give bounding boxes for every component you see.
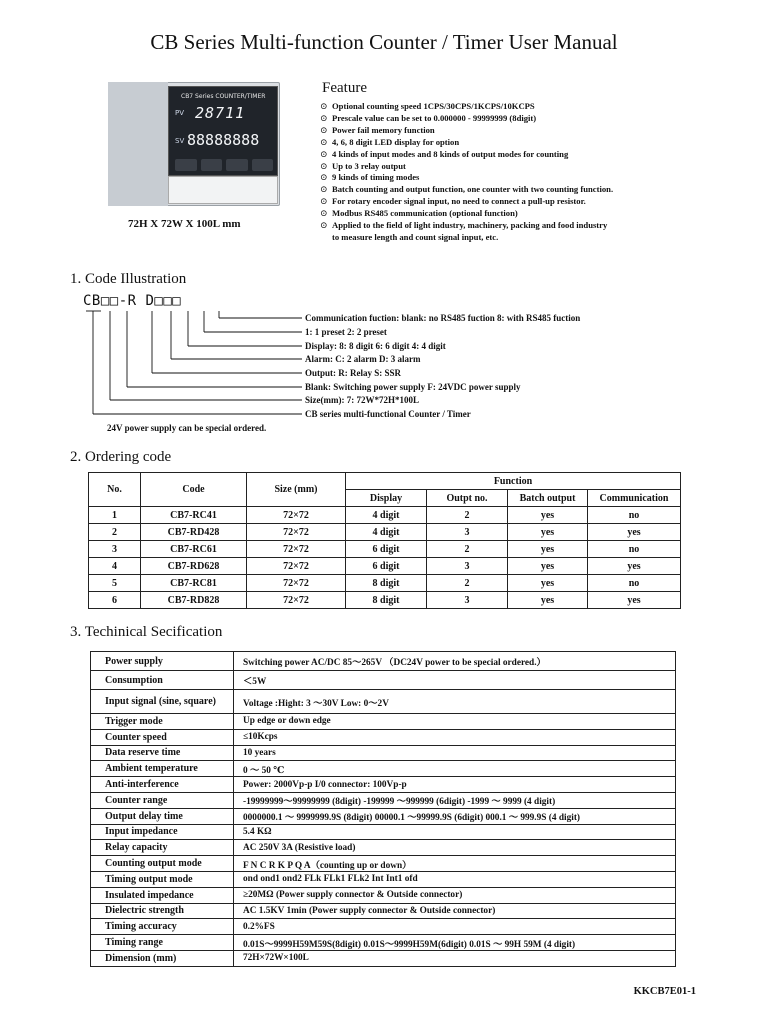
bullet-icon: ⊙: [320, 112, 328, 123]
device-sv-label: SV: [175, 137, 185, 145]
cell-communication: yes: [588, 524, 681, 541]
cell-batch: yes: [508, 575, 588, 592]
spec-value: 72H×72W×100L: [234, 950, 676, 966]
code-item-display: Display: 8: 8 digit 6: 6 digit 4: 4 digit: [305, 341, 446, 351]
feature-item: ⊙ Power fail memory function: [320, 124, 435, 135]
cell-communication: no: [588, 507, 681, 524]
cell-display: 8 digit: [346, 575, 427, 592]
spec-title: 3. Techinical Secification: [70, 624, 223, 640]
page-title: CB Series Multi-function Counter / Timer User Manual: [150, 30, 618, 54]
spec-value: Switching power AC/DC 85～265V （DC24V power to be special ordered.）: [234, 652, 676, 671]
spec-key: Insulated impedance: [91, 887, 234, 903]
cell-batch: yes: [508, 541, 588, 558]
code-item-power: Blank: Switching power supply F: 24VDC power supply: [305, 382, 521, 392]
col-header-display: Display: [346, 490, 427, 507]
spec-value: Power: 2000Vp-p I/0 connector: 100Vp-p: [234, 777, 676, 793]
code-note: 24V power supply can be special ordered.: [107, 423, 267, 433]
feature-title: Feature: [322, 80, 367, 96]
feature-item: ⊙ 9 kinds of timing modes: [320, 172, 420, 183]
cell-output: 3: [427, 524, 508, 541]
table-row: [89, 575, 681, 592]
cell-communication: no: [588, 575, 681, 592]
spec-value: Voltage :Hight: 3 ～30V Low: 0～2V: [234, 690, 676, 714]
spec-value: 0 ～ 50 ℃: [234, 761, 676, 777]
col-header-no: No.: [89, 473, 141, 507]
cell-size: 72×72: [247, 507, 346, 524]
cell-display: 4 digit: [346, 524, 427, 541]
spec-value: -19999999～99999999 (8digit) -199999 ～999999 (6digit) -1999 ～ 9999 (4 digit): [234, 792, 676, 808]
cell-batch: yes: [508, 592, 588, 609]
col-header-batch: Batch output: [508, 490, 588, 507]
feature-item: ⊙ Up to 3 relay output: [320, 160, 406, 171]
code-item-communication: Communication fuction: blank: no RS485 fuction 8: with RS485 fuction: [305, 313, 581, 323]
spec-key: Input signal (sine, square): [91, 690, 234, 714]
cell-no: 4: [89, 558, 141, 575]
bullet-icon: ⊙: [320, 196, 328, 207]
cell-size: 72×72: [247, 575, 346, 592]
table-row: [89, 541, 681, 558]
table-row: [89, 558, 681, 575]
bullet-icon: ⊙: [320, 124, 328, 135]
bullet-icon: ⊙: [320, 184, 328, 195]
bullet-icon: ⊙: [320, 220, 328, 231]
spec-value: 5.4 KΩ: [234, 824, 676, 840]
cell-batch: yes: [508, 524, 588, 541]
spec-key: Ambient temperature: [91, 761, 234, 777]
ordering-table: [88, 472, 681, 609]
spec-key: Anti-interference: [91, 777, 234, 793]
cell-no: 1: [89, 507, 141, 524]
code-item-series: CB series multi-functional Counter / Timer: [305, 409, 471, 419]
bullet-icon: ⊙: [320, 160, 328, 171]
cell-size: 72×72: [247, 558, 346, 575]
table-row: [91, 690, 676, 714]
table-row: [91, 777, 676, 793]
code-model-string: CB□□-R D□□□: [83, 293, 182, 309]
table-row: [91, 840, 676, 856]
spec-key: Consumption: [91, 671, 234, 690]
table-row: [91, 919, 676, 935]
spec-value: AC 250V 3A (Resistive load): [234, 840, 676, 856]
cell-communication: no: [588, 541, 681, 558]
spec-value: ond ond1 ond2 FLk FLk1 FLk2 Int Int1 ofd: [234, 871, 676, 887]
cell-output: 3: [427, 558, 508, 575]
spec-key: Relay capacity: [91, 840, 234, 856]
ordering-title: 2. Ordering code: [70, 449, 172, 465]
spec-key: Timing accuracy: [91, 919, 234, 935]
table-row: [91, 871, 676, 887]
table-row: [91, 950, 676, 966]
cell-code: CB7-RC41: [141, 507, 247, 524]
spec-key: Counting output mode: [91, 856, 234, 872]
cell-batch: yes: [508, 558, 588, 575]
table-row: [89, 524, 681, 541]
feature-item: ⊙ 4, 6, 8 digit LED display for option: [320, 136, 460, 147]
cell-size: 72×72: [247, 524, 346, 541]
table-row: [89, 592, 681, 609]
bullet-icon: ⊙: [320, 208, 328, 219]
table-row: [91, 887, 676, 903]
feature-item-continuation: to measure length and count signal input, etc.: [332, 231, 499, 242]
table-row: [91, 714, 676, 730]
spec-key: Trigger mode: [91, 714, 234, 730]
device-dimension-caption: 72H X 72W X 100L mm: [128, 218, 241, 230]
table-row: [91, 935, 676, 951]
spec-key: Timing output mode: [91, 871, 234, 887]
code-item-output: Output: R: Relay S: SSR: [305, 368, 402, 378]
spec-value: AC 1.5KV 1min (Power supply connector & Outside connector): [234, 903, 676, 919]
spec-key: Counter range: [91, 792, 234, 808]
table-row: [91, 903, 676, 919]
spec-key: Timing range: [91, 935, 234, 951]
cell-output: 2: [427, 575, 508, 592]
spec-value: 0000000.1 ～ 9999999.9S (8digit) 00000.1 ～99999.9S (6digit) 000.1 ～ 999.9S (4 digit): [234, 808, 676, 824]
col-header-communication: Communication: [588, 490, 681, 507]
cell-code: CB7-RC61: [141, 541, 247, 558]
spec-key: Dimension (mm): [91, 950, 234, 966]
table-row: [91, 729, 676, 745]
col-header-code: Code: [141, 473, 247, 507]
spec-value: ＜5W: [234, 671, 676, 690]
bullet-icon: ⊙: [320, 172, 328, 183]
table-row: [91, 808, 676, 824]
spec-value: ≥20MΩ (Power supply connector & Outside connector): [234, 887, 676, 903]
feature-item: ⊙ 4 kinds of input modes and 8 kinds of output modes for counting: [320, 148, 569, 159]
device-pv-value: 28711: [195, 104, 246, 122]
feature-item: ⊙ Modbus RS485 communication (optional function): [320, 208, 518, 219]
table-row: [91, 824, 676, 840]
code-illustration-title: 1. Code Illustration: [70, 271, 187, 287]
spec-key: Counter speed: [91, 729, 234, 745]
cell-code: CB7-RD628: [141, 558, 247, 575]
spec-value: 0.01S～9999H59M59S(8digit) 0.01S～9999H59M(6digit) 0.01S ～ 99H 59M (4 digit): [234, 935, 676, 951]
spec-table: [90, 651, 676, 967]
table-row: [91, 856, 676, 872]
spec-value: ≤10Kcps: [234, 729, 676, 745]
cell-output: 3: [427, 592, 508, 609]
table-row: [89, 507, 681, 524]
bullet-icon: ⊙: [320, 136, 328, 147]
cell-display: 6 digit: [346, 541, 427, 558]
code-item-alarm: Alarm: C: 2 alarm D: 3 alarm: [305, 354, 421, 364]
col-header-size: Size (mm): [247, 473, 346, 507]
table-row: [91, 745, 676, 761]
device-pv-label: PV: [175, 109, 185, 117]
table-row: [91, 652, 676, 671]
table-row: [91, 792, 676, 808]
table-row: [91, 671, 676, 690]
spec-key: Output delay time: [91, 808, 234, 824]
code-item-size: Size(mm): 7: 72W*72H*100L: [305, 395, 419, 405]
cell-no: 6: [89, 592, 141, 609]
cell-code: CB7-RD428: [141, 524, 247, 541]
cell-size: 72×72: [247, 541, 346, 558]
cell-communication: yes: [588, 592, 681, 609]
spec-value: F N C R K P Q A（counting up or down）: [234, 856, 676, 872]
cell-display: 4 digit: [346, 507, 427, 524]
spec-key: Dielectric strength: [91, 903, 234, 919]
spec-value: 0.2%FS: [234, 919, 676, 935]
table-header-row: [89, 473, 681, 490]
feature-item: ⊙ Prescale value can be set to 0.000000 - 99999999 (8digit): [320, 112, 537, 123]
col-header-function: Function: [346, 473, 681, 490]
spec-value: 10 years: [234, 745, 676, 761]
device-sv-value: 88888888: [187, 131, 260, 149]
cell-communication: yes: [588, 558, 681, 575]
col-header-output: Outpt no.: [427, 490, 508, 507]
feature-item: ⊙ Applied to the field of light industry, machinery, packing and food industry: [320, 220, 608, 231]
cell-no: 5: [89, 575, 141, 592]
cell-code: CB7-RC81: [141, 575, 247, 592]
document-code: KKCB7E01-1: [633, 986, 696, 997]
spec-key: Power supply: [91, 652, 234, 671]
cell-size: 72×72: [247, 592, 346, 609]
spec-key: Input impedance: [91, 824, 234, 840]
bullet-icon: ⊙: [320, 148, 328, 159]
device-model-label: CB7 Series COUNTER/TIMER: [181, 93, 266, 100]
cell-display: 8 digit: [346, 592, 427, 609]
cell-no: 2: [89, 524, 141, 541]
feature-item: ⊙ Batch counting and output function, one counter with two counting function.: [320, 184, 614, 195]
table-row: [91, 761, 676, 777]
spec-key: Data reserve time: [91, 745, 234, 761]
feature-item: ⊙ For rotary encoder signal input, no need to connect a pull-up resistor.: [320, 196, 586, 207]
code-item-preset: 1: 1 preset 2: 2 preset: [305, 327, 387, 337]
cell-output: 2: [427, 541, 508, 558]
cell-no: 3: [89, 541, 141, 558]
feature-item: ⊙ Optional counting speed 1CPS/30CPS/1KCPS/10KCPS: [320, 101, 535, 111]
cell-output: 2: [427, 507, 508, 524]
cell-batch: yes: [508, 507, 588, 524]
spec-value: Up edge or down edge: [234, 714, 676, 730]
bullet-icon: ⊙: [320, 101, 328, 111]
cell-display: 6 digit: [346, 558, 427, 575]
cell-code: CB7-RD828: [141, 592, 247, 609]
